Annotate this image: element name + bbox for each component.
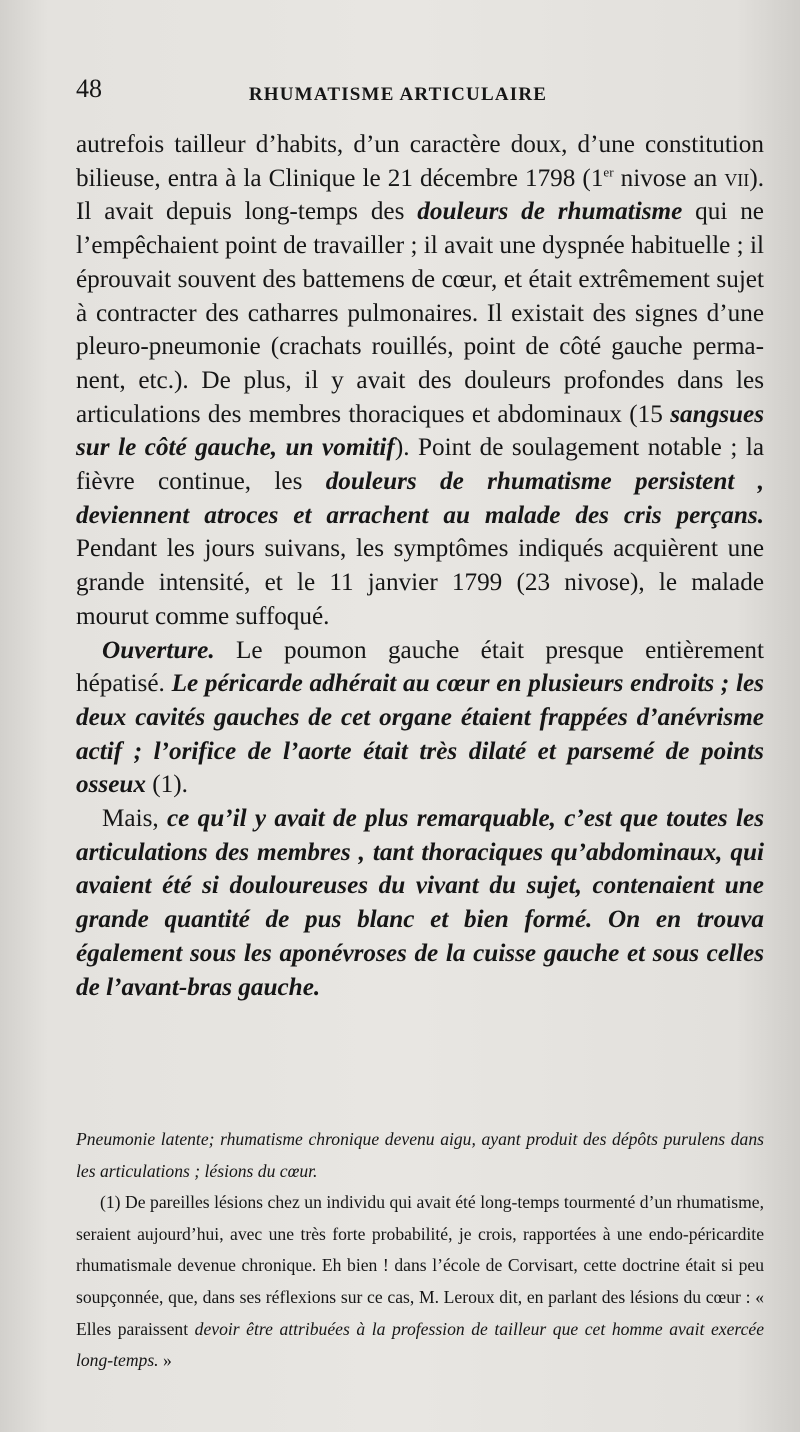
superscript: er [603, 164, 614, 180]
paragraph-remark [76, 802, 764, 1004]
text-run: (1) De pareilles lésions chez un individu qui avait été long-temps tourmenté d’un rhumatisme, seraient aujourd’hui, avec une très forte probabilité, je crois, rapportées à une endo-péricardite rhumatismale devenue chronique. Eh bien ! dans l’école de Corvisart, cette doctrine était si peu soupçonnée, que, dans ses réflexions sur ce cas, M. Leroux dit, en parlant des lésions du cœur : « Elles paraissent [76, 1192, 764, 1339]
italic-run: Ouverture. [102, 636, 215, 664]
text-run: Le poumon gauche était presque entièrement hépatisé. [76, 636, 764, 698]
text-run: ). Il avait depuis long-temps des [76, 164, 764, 226]
page-header [76, 74, 760, 114]
italic-run: sangsues sur le côté gauche, un vomitif [76, 400, 764, 462]
text-run: qui ne l’empêchaient point de travailler ; il avait une dyspnée habituelle ; il éprouvait souvent des battemens de cœur, et était extrêmement sujet à contracter des catharres pulmonaires. Il existait des signes d’une pleuro-pneumonie (crachats rouillés, point de côté gauche permanent, etc.). De plus, il y avait des douleurs profondes dans les articulations des membres thoraciques et abdominaux (15 [76, 198, 764, 428]
footnote [76, 1187, 764, 1377]
text-run: ). Point de soulagement notable ; la fièvre continue, les [76, 434, 764, 496]
text-run: Mais, [102, 805, 167, 833]
case-caption: Pneumonie latente; rhumatisme chronique devenu aigu, ayant produit des dépôts purulens dans les articulations ; lésions du cœur. [76, 1129, 764, 1181]
paragraph-case-history [76, 128, 764, 634]
text-run: Pendant les jours suivans, les symptômes indiqués acquièrent une grande intensité, et le 11 janvier 1799 (23 nivose), le malade mourut comme suffoqué. [76, 535, 764, 630]
text-run: » [158, 1350, 172, 1371]
italic-run: douleurs de rhumatisme [417, 198, 683, 226]
main-text [76, 128, 764, 1004]
page-number: 48 [76, 74, 102, 103]
italic-run: devoir être attribuées à la profession de tailleur que cet homme avait exercée long-temps. [76, 1318, 764, 1371]
text-run: autrefois tailleur d’habits, d’un caractère doux, d’une constitution bilieuse, entra à la Clinique le 21 décembre 1798 (1 [76, 131, 764, 192]
italic-run: douleurs de rhumatisme persistent , deviennent atroces et arrachent au malade des cris perçans. [76, 468, 764, 529]
text-run: (1). [145, 771, 188, 799]
text-run: nivose an [613, 164, 725, 192]
italic-run: Le péricarde adhérait au cœur en plusieurs endroits ; les deux cavités gauches de cet organe étaient frappées d’anévrisme actif ; l’orifice de l’aorte était très dilaté et parsemé de points osseux [76, 670, 764, 799]
paragraph-autopsy [76, 634, 764, 803]
footer-notes [76, 1124, 764, 1377]
running-title: RHUMATISME ARTICULAIRE [248, 84, 548, 105]
italic-run: ce qu’il y avait de plus remarquable, c’est que toutes les articulations des membres , tant thoraciques qu’abdominaux, qui avaient été si douloureuses du vivant du sujet, contenaient une grande quantité de pus blanc et bien formé. On en trouva également sous les aponévroses de la cuisse gauche et sous celles de l’avant-bras gauche. [76, 805, 765, 1001]
roman-numeral: vii [724, 164, 750, 192]
